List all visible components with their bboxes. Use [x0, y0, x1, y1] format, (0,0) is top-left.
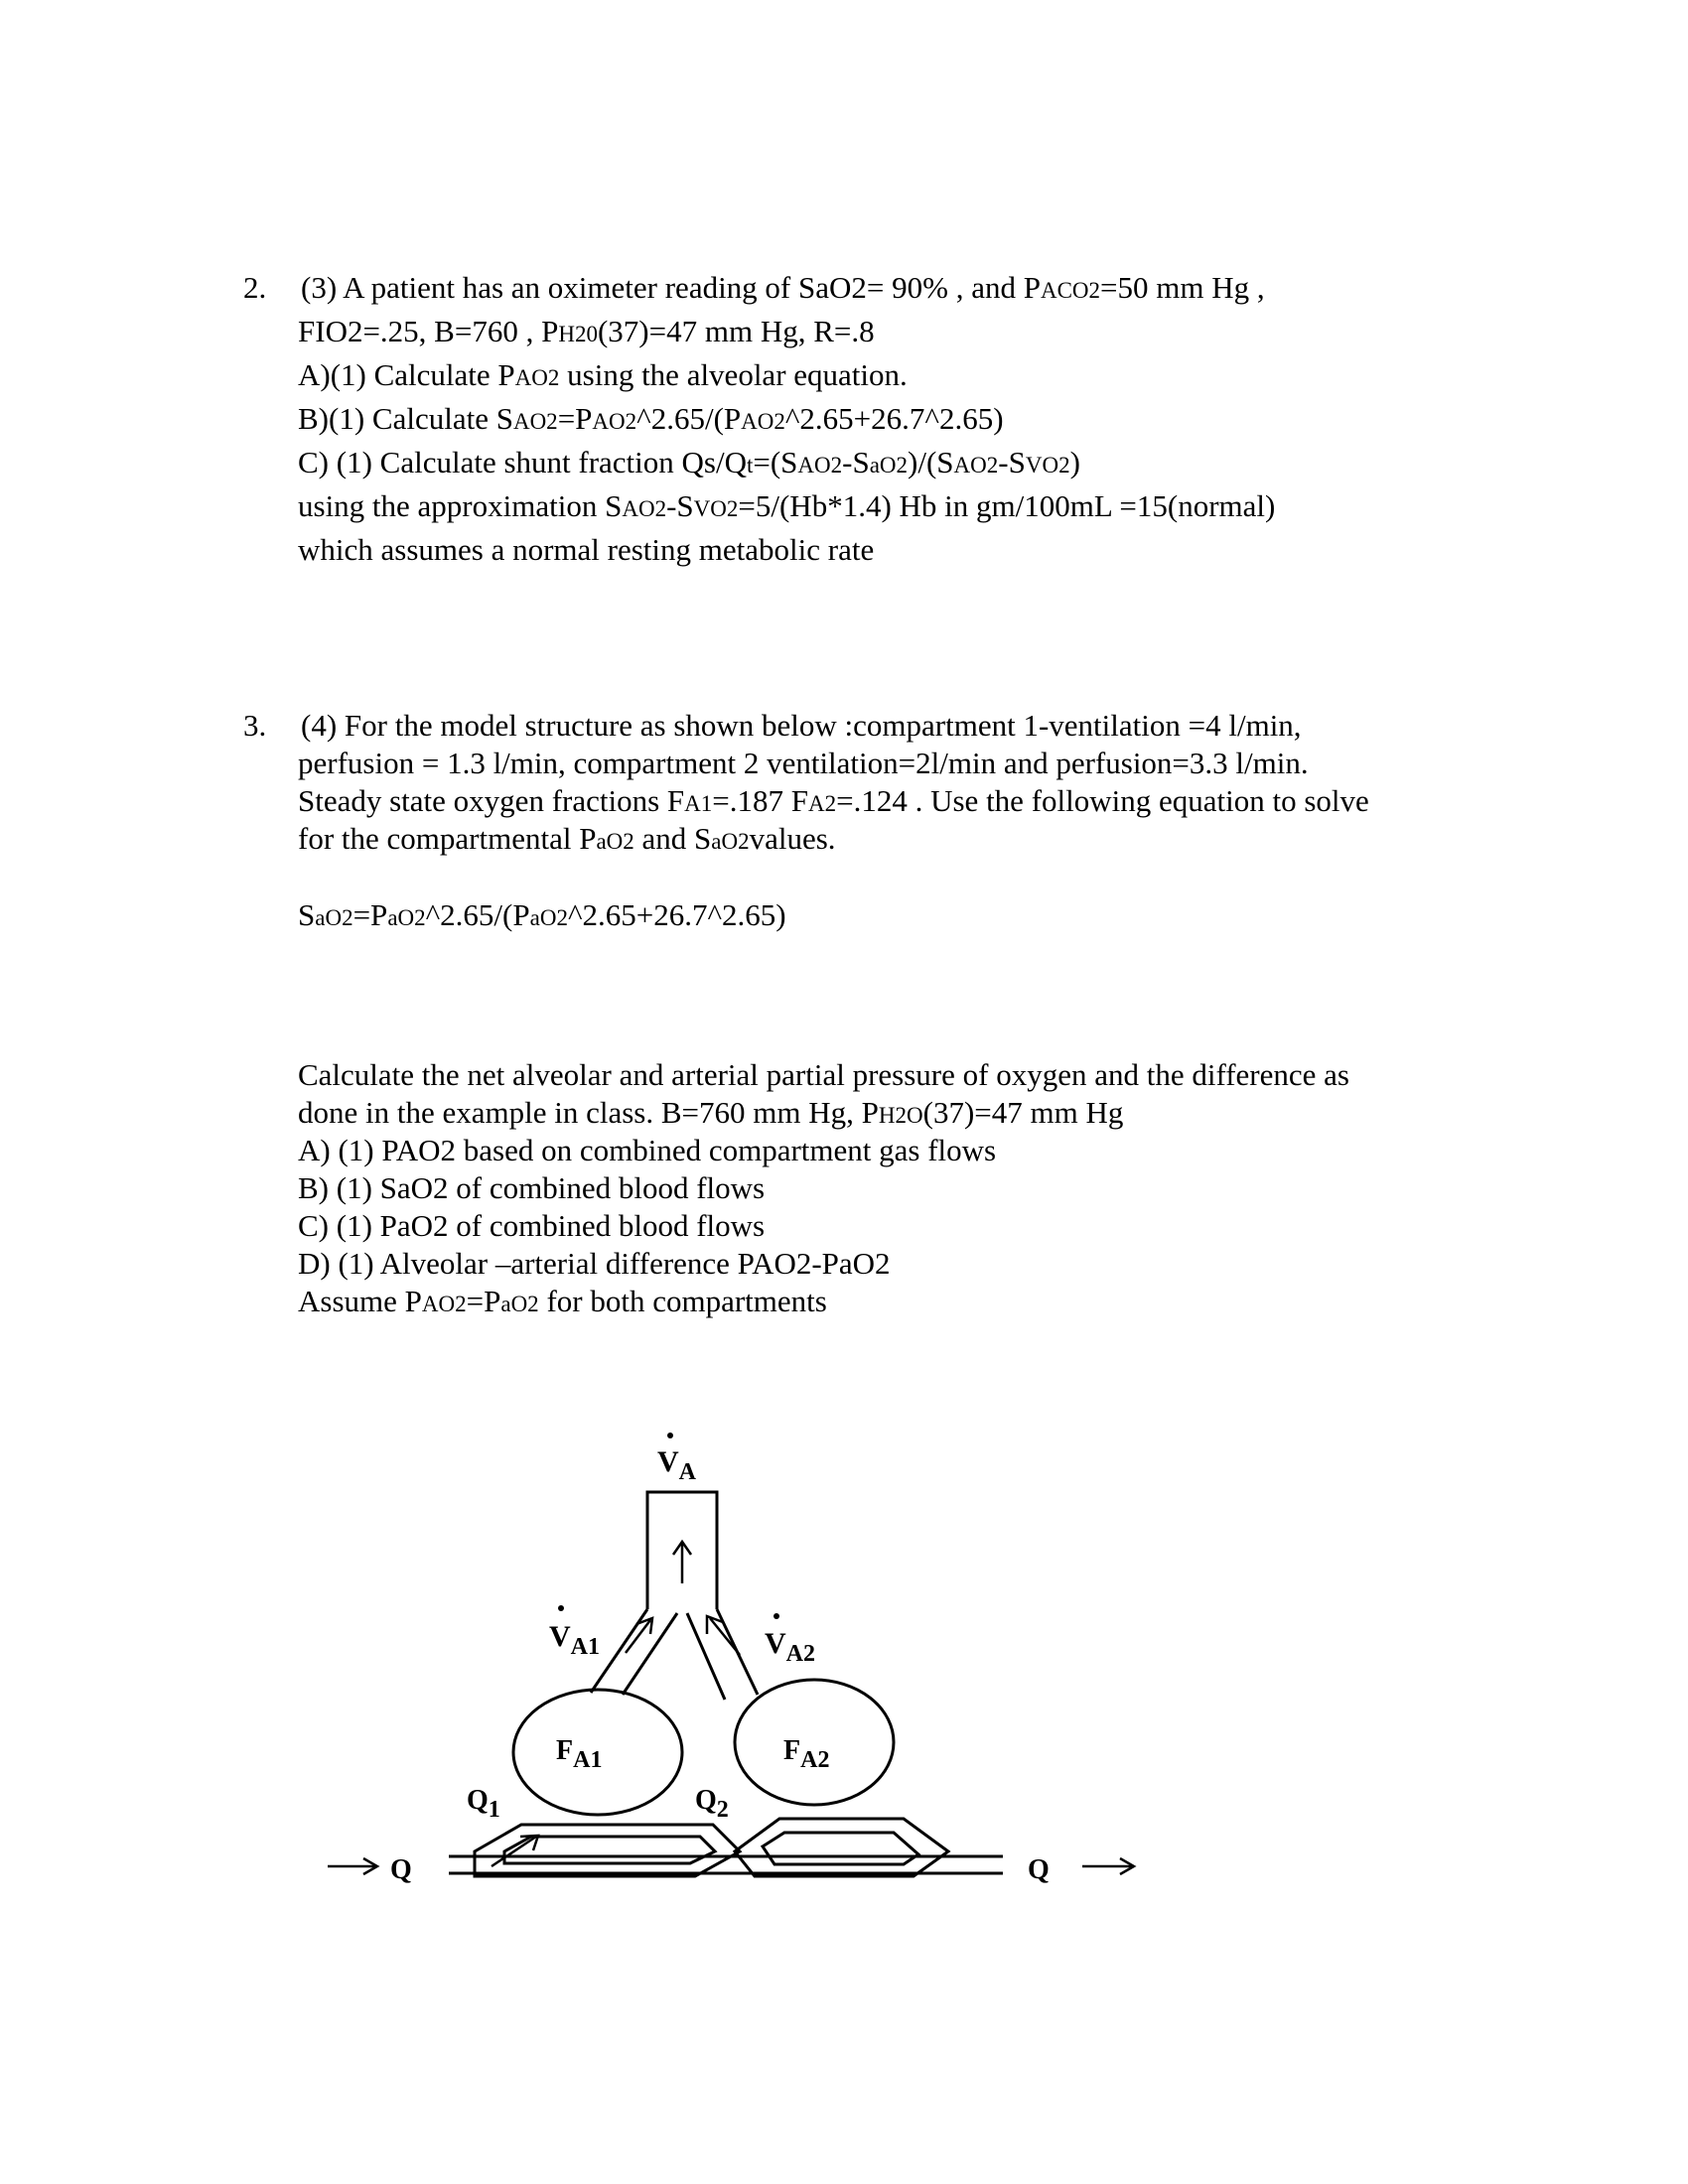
- text-segment: -S: [842, 445, 870, 479]
- text-segment: =(S: [753, 445, 798, 479]
- text-segment: values.: [749, 821, 836, 856]
- subscript-text: A1: [684, 791, 713, 816]
- text-segment: (37)=47 mm Hg: [922, 1095, 1124, 1130]
- q-out-label: Q: [1028, 1854, 1050, 1885]
- text-segment: ^2.65/(P: [425, 897, 530, 932]
- subscript-text: aO2: [711, 829, 750, 854]
- subscript-text: VO2: [1025, 453, 1070, 478]
- question-2-number: 2.: [243, 270, 267, 305]
- va1-dot: [558, 1605, 564, 1611]
- text-segment: ^2.65/(P: [636, 401, 742, 436]
- va2-dot: [774, 1613, 779, 1619]
- text-segment: C) (1) Calculate shunt fraction Qs/Q: [298, 445, 747, 479]
- subscript-text: AO2: [797, 453, 843, 478]
- va-label: $V_A$: [657, 1445, 697, 1485]
- text-segment: ): [1069, 445, 1080, 479]
- subscript-text: AO2: [514, 365, 560, 390]
- text-segment: perfusion = 1.3 l/min, compartment 2 ventilation=2l/min and perfusion=3.3 l/min.: [298, 746, 1309, 780]
- subscript-text: aO2: [869, 453, 909, 478]
- text-segment: =P: [466, 1284, 501, 1318]
- text-segment: ^2.65+26.7^2.65): [567, 897, 786, 932]
- q2-label: Q2: [695, 1785, 729, 1823]
- alveolus-2: [735, 1680, 894, 1805]
- fa2-label: FA2: [783, 1735, 830, 1773]
- subscript-text: AO2: [741, 409, 785, 434]
- capillary-2-loop: [735, 1819, 948, 1876]
- subscript-text: AO2: [622, 496, 667, 521]
- text-segment: =P: [352, 897, 388, 932]
- subscript-text: AO2: [512, 409, 558, 434]
- text-segment: A) (1) PAO2 based on combined compartment gas flows: [298, 1133, 997, 1167]
- question-3-number: 3.: [243, 708, 267, 743]
- subscript-text: A2: [808, 791, 837, 816]
- text-segment: using the approximation S: [298, 488, 623, 523]
- text-segment: =.124 . Use the following equation to solve: [836, 783, 1369, 818]
- subscript-text: t: [746, 453, 754, 478]
- text-segment: -S: [666, 488, 694, 523]
- text-segment: (3) A patient has an oximeter reading of SaO2= 90% , and P: [301, 270, 1041, 305]
- subscript-text: aO2: [315, 905, 353, 930]
- text-segment: Calculate the net alveolar and arterial partial pressure of oxygen and the difference as: [298, 1057, 1349, 1092]
- text-segment: =.187 F: [712, 783, 808, 818]
- subscript-text: AO2: [421, 1292, 467, 1316]
- subscript-text: aO2: [500, 1292, 539, 1316]
- text-segment: Assume P: [298, 1284, 422, 1318]
- va-dot: [667, 1433, 673, 1438]
- subscript-text: AO2: [953, 453, 999, 478]
- text-segment: Steady state oxygen fractions F: [298, 783, 685, 818]
- subscript-text: aO2: [387, 905, 426, 930]
- text-segment: for the compartmental P: [298, 821, 597, 856]
- text-segment: )/(S: [908, 445, 954, 479]
- text-segment: done in the example in class. B=760 mm Hg, P: [298, 1095, 879, 1130]
- text-segment: using the alveolar equation.: [559, 357, 908, 392]
- fa1-label: FA1: [556, 1735, 603, 1773]
- text-segment: (37)=47 mm Hg, R=.8: [597, 314, 875, 348]
- text-segment: =P: [557, 401, 593, 436]
- va2-label: $V_{A2}$: [765, 1627, 816, 1667]
- text-segment: A)(1) Calculate P: [298, 357, 515, 392]
- q-in-label: Q: [390, 1854, 412, 1885]
- subscript-text: AO2: [592, 409, 637, 434]
- subscript-text: aO2: [529, 905, 568, 930]
- text-segment: for both compartments: [538, 1284, 827, 1318]
- subscript-text: ACO2: [1040, 278, 1101, 303]
- subscript-text: aO2: [596, 829, 634, 854]
- text-segment: FIO2=.25, B=760 , P: [298, 314, 559, 348]
- text-segment: =5/(Hb*1.4) Hb in gm/100mL =15(normal): [738, 488, 1276, 523]
- text-segment: B) (1) SaO2 of combined blood flows: [298, 1170, 766, 1205]
- va1-label: $V_{A1}$: [549, 1620, 601, 1660]
- subscript-text: H2O: [878, 1103, 923, 1128]
- text-segment: S: [298, 897, 316, 932]
- text-segment: B)(1) Calculate S: [298, 401, 513, 436]
- text-segment: (4) For the model structure as shown below :compartment 1-ventilation =4 l/min,: [301, 708, 1302, 743]
- text-segment: C) (1) PaO2 of combined blood flows: [298, 1208, 766, 1243]
- text-segment: and S: [633, 821, 712, 856]
- text-segment: =50 mm Hg ,: [1100, 270, 1265, 305]
- text-segment: ^2.65+26.7^2.65): [784, 401, 1004, 436]
- text-segment: D) (1) Alveolar –arterial difference PAO2-PaO2: [298, 1246, 891, 1281]
- text-segment: -S: [998, 445, 1026, 479]
- subscript-text: VO2: [693, 496, 739, 521]
- q1-label: Q1: [467, 1785, 500, 1823]
- subscript-text: H20: [558, 322, 598, 346]
- text-segment: which assumes a normal resting metabolic rate: [298, 532, 875, 567]
